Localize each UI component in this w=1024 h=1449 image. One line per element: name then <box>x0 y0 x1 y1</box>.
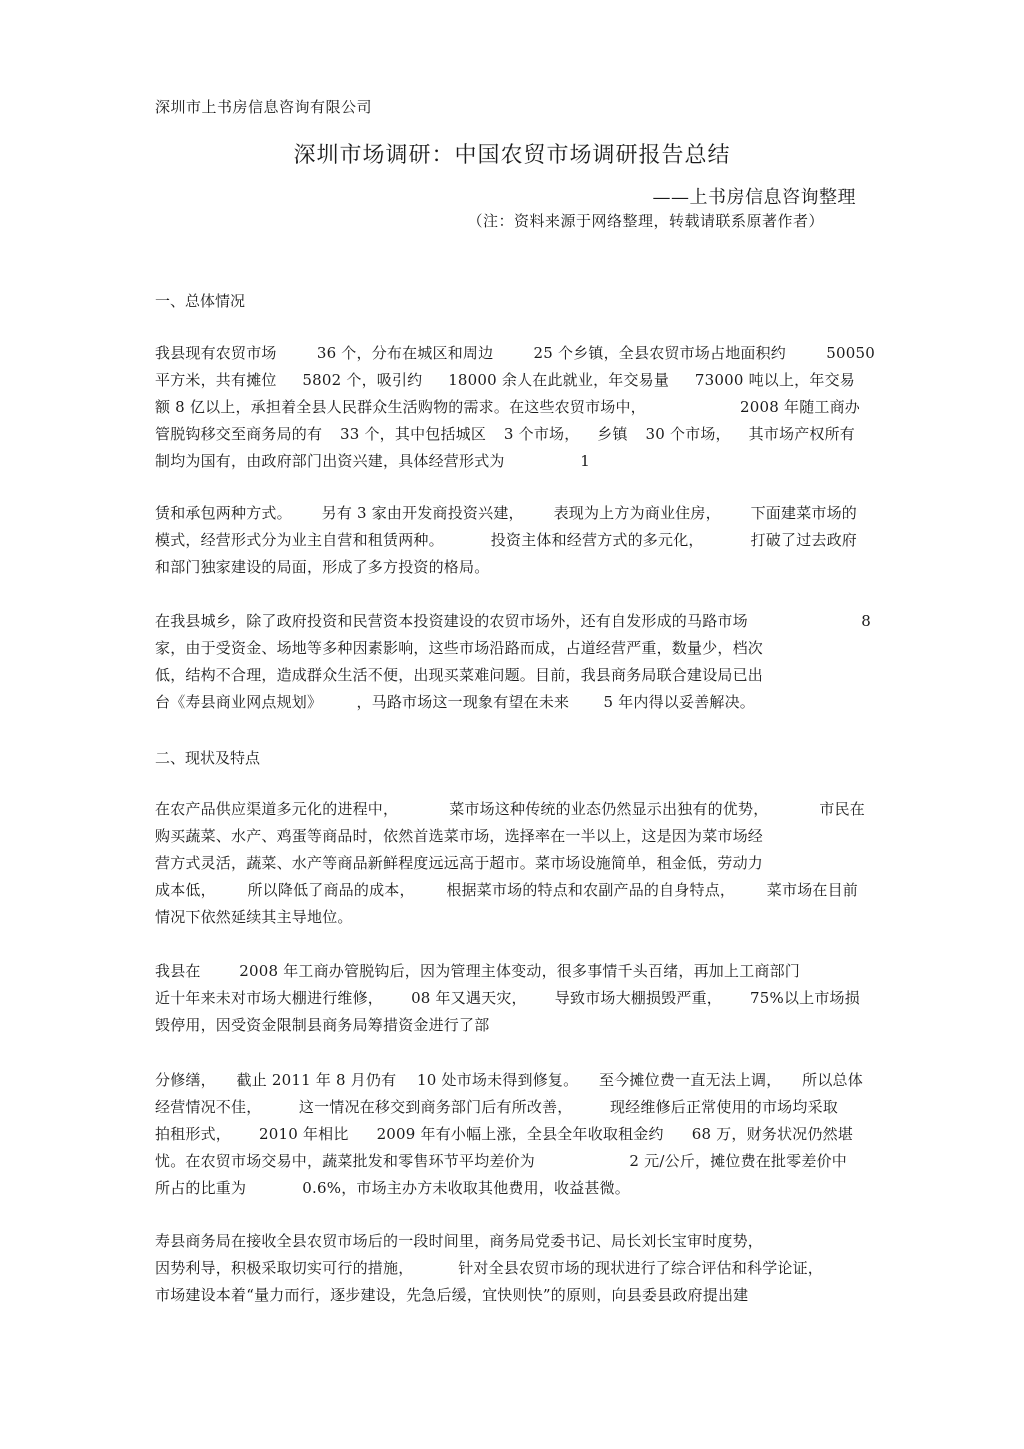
text-line: 毁停用，因受资金限制县商务局筹措资金进行了部 <box>155 1016 490 1034</box>
text-segment: 我县现有农贸市场 <box>155 344 277 362</box>
text-line: 市场建设本着“量力而行，逐步建设，先急后缓，宜快则快”的原则，向县委县政府提出建 <box>155 1286 749 1304</box>
text-line <box>155 1255 823 1282</box>
text-segment: 2010 年相比 <box>259 1125 349 1143</box>
text-segment: 1 <box>580 452 590 470</box>
paragraph-6 <box>155 1067 875 1202</box>
text-segment: 现经维修后正常使用的市场均采取 <box>609 1098 838 1116</box>
text-segment: 下面建菜市场的 <box>750 504 857 522</box>
paragraph-1 <box>155 340 875 475</box>
text-segment: 2009 年有小幅上涨，全县全年收取租金约 <box>376 1125 664 1143</box>
text-segment: 75%以上市场损 <box>750 989 860 1007</box>
text-segment: 管脱钩移交至商务局的有 <box>155 425 323 443</box>
text-segment: 菜市场这种传统的业态仍然显示出独有的优势， <box>449 800 769 818</box>
text-segment: 额 8 亿以上，承担着全县人民群众生活购物的需求。在这些农贸市场中， <box>155 398 646 416</box>
section-heading-overview: 一、总体情况 <box>155 292 246 310</box>
text-segment: 平方米，共有摊位 <box>155 371 277 389</box>
paragraph-4 <box>155 796 875 931</box>
text-line <box>155 1067 863 1094</box>
text-line <box>155 500 857 527</box>
text-segment: 所以总体 <box>802 1071 863 1089</box>
text-line <box>155 1121 853 1148</box>
text-segment: 我县在 <box>155 962 201 980</box>
text-segment: 菜市场在目前 <box>766 881 858 899</box>
text-segment: 2008 年工商办管脱钩后，因为管理主体变动，很多事情千头百绪，再加上工商部门 <box>239 962 800 980</box>
text-segment: 2008 年随工商办 <box>740 398 860 416</box>
text-segment: 拍租形式， <box>155 1125 232 1143</box>
text-segment: 8 <box>861 612 871 630</box>
page-title: 深圳市场调研：中国农贸市场调研报告总结 <box>293 143 731 168</box>
text-segment: 50050 <box>826 344 875 362</box>
text-segment: 在农产品供应渠道多元化的进程中， <box>155 800 399 818</box>
text-line <box>155 1175 630 1202</box>
source-note: （注：资料来源于网络整理，转载请联系原著作者） <box>467 212 824 230</box>
text-line: 购买蔬菜、水产、鸡蛋等商品时，依然首选菜市场，选择率在一半以上，这是因为菜市场经 <box>155 827 764 845</box>
text-segment: 模式，经营形式分为业主自营和租赁两种。 <box>155 531 444 549</box>
text-line <box>155 527 857 554</box>
company-name: 深圳市上书房信息咨询有限公司 <box>155 98 373 116</box>
text-line <box>155 448 590 475</box>
text-line <box>155 394 860 421</box>
text-line: 和部门独家建设的局面，形成了多方投资的格局。 <box>155 558 490 576</box>
text-line: 家，由于受资金、场地等多种因素影响，这些市场沿路而成，占道经营严重，数量少，档次 <box>155 639 764 657</box>
text-segment: 至今摊位费一直无法上调， <box>599 1071 782 1089</box>
text-segment: 赁和承包两种方式。 <box>155 504 292 522</box>
text-line <box>155 421 855 448</box>
text-line <box>155 689 755 716</box>
text-segment: 所以降低了商品的成本， <box>247 881 415 899</box>
text-segment: 针对全县农贸市场的现状进行了综合评估和科学论证， <box>458 1259 823 1277</box>
text-segment: 忧。在农贸市场交易中，蔬菜批发和零售环节平均差价为 <box>155 1152 536 1170</box>
text-line <box>155 985 860 1012</box>
text-segment: 制均为国有，由政府部门出资兴建，具体经营形式为 <box>155 452 505 470</box>
text-line: 营方式灵活，蔬菜、水产等商品新鲜程度远远高于超市。菜市场设施简单，租金低，劳动力 <box>155 854 764 872</box>
text-segment: 08 年又遇天灾， <box>411 989 527 1007</box>
text-segment: 36 个，分布在城区和周边 <box>316 344 494 362</box>
text-segment: 30 个市场， <box>645 425 731 443</box>
text-segment: 其市场产权所有 <box>748 425 855 443</box>
text-segment: 乡镇 <box>597 425 628 443</box>
paragraph-7 <box>155 1228 875 1309</box>
text-segment: 5802 个，吸引约 <box>302 371 423 389</box>
paragraph-2 <box>155 500 875 581</box>
text-segment: 这一情况在移交到商务部门后有所改善， <box>298 1098 573 1116</box>
text-segment: 所占的比重为 <box>155 1179 247 1197</box>
text-segment: ，马路市场这一现象有望在未来 <box>356 693 570 711</box>
text-line <box>155 367 855 394</box>
text-segment: 打破了过去政府 <box>750 531 857 549</box>
text-segment: 表现为上方为商业住房， <box>553 504 721 522</box>
text-line <box>155 1094 838 1121</box>
text-line <box>155 340 875 367</box>
text-line <box>155 608 871 635</box>
section-heading-status: 二、现状及特点 <box>155 749 261 767</box>
text-line <box>155 958 800 985</box>
text-segment: 导致市场大棚损毁严重， <box>554 989 722 1007</box>
text-segment: 在我县城乡，除了政府投资和民营资本投资建设的农贸市场外，还有自发形成的马路市场 <box>155 612 748 630</box>
subtitle: ——上书房信息咨询整理 <box>652 187 856 208</box>
text-segment: 截止 2011 年 8 月仍有 <box>236 1071 397 1089</box>
text-segment: 3 个市场， <box>503 425 580 443</box>
text-line <box>155 796 865 823</box>
text-segment: 市民在 <box>819 800 865 818</box>
text-segment: 投资主体和经营方式的多元化， <box>490 531 704 549</box>
text-segment: 分修缮， <box>155 1071 216 1089</box>
text-line: 低，结构不合理，造成群众生活不便，出现买菜难问题。目前，我县商务局联合建设局已出 <box>155 666 764 684</box>
text-segment: 根据菜市场的特点和农副产品的自身特点， <box>446 881 736 899</box>
text-line: 寿县商务局在接收全县农贸市场后的一段时间里，商务局党委书记、局长刘长宝审时度势， <box>155 1232 764 1250</box>
text-segment: 经营情况不佳， <box>155 1098 262 1116</box>
text-segment: 近十年来未对市场大棚进行维修， <box>155 989 384 1007</box>
text-line <box>155 1148 847 1175</box>
text-segment: 成本低， <box>155 881 216 899</box>
text-segment: 另有 3 家由开发商投资兴建， <box>321 504 524 522</box>
text-segment: 18000 余人在此就业，年交易量 <box>448 371 670 389</box>
text-segment: 台《寿县商业网点规划》 <box>155 693 323 711</box>
text-line: 情况下依然延续其主导地位。 <box>155 908 353 926</box>
text-segment: 5 年内得以妥善解决。 <box>603 693 755 711</box>
paragraph-3 <box>155 608 875 716</box>
text-segment: 33 个，其中包括城区 <box>340 425 487 443</box>
text-segment: 68 万，财务状况仍然堪 <box>691 1125 853 1143</box>
text-segment: 2 元/公斤，摊位费在批零差价中 <box>629 1152 847 1170</box>
text-segment: 10 处市场未得到修复。 <box>417 1071 579 1089</box>
text-segment: 73000 吨以上，年交易 <box>694 371 855 389</box>
text-segment: 0.6%，市场主办方未收取其他费用，收益甚微。 <box>302 1179 630 1197</box>
text-line <box>155 877 858 904</box>
text-segment: 25 个乡镇，全县农贸市场占地面积约 <box>533 344 787 362</box>
text-segment: 因势利导，积极采取切实可行的措施， <box>155 1259 414 1277</box>
paragraph-5 <box>155 958 875 1039</box>
